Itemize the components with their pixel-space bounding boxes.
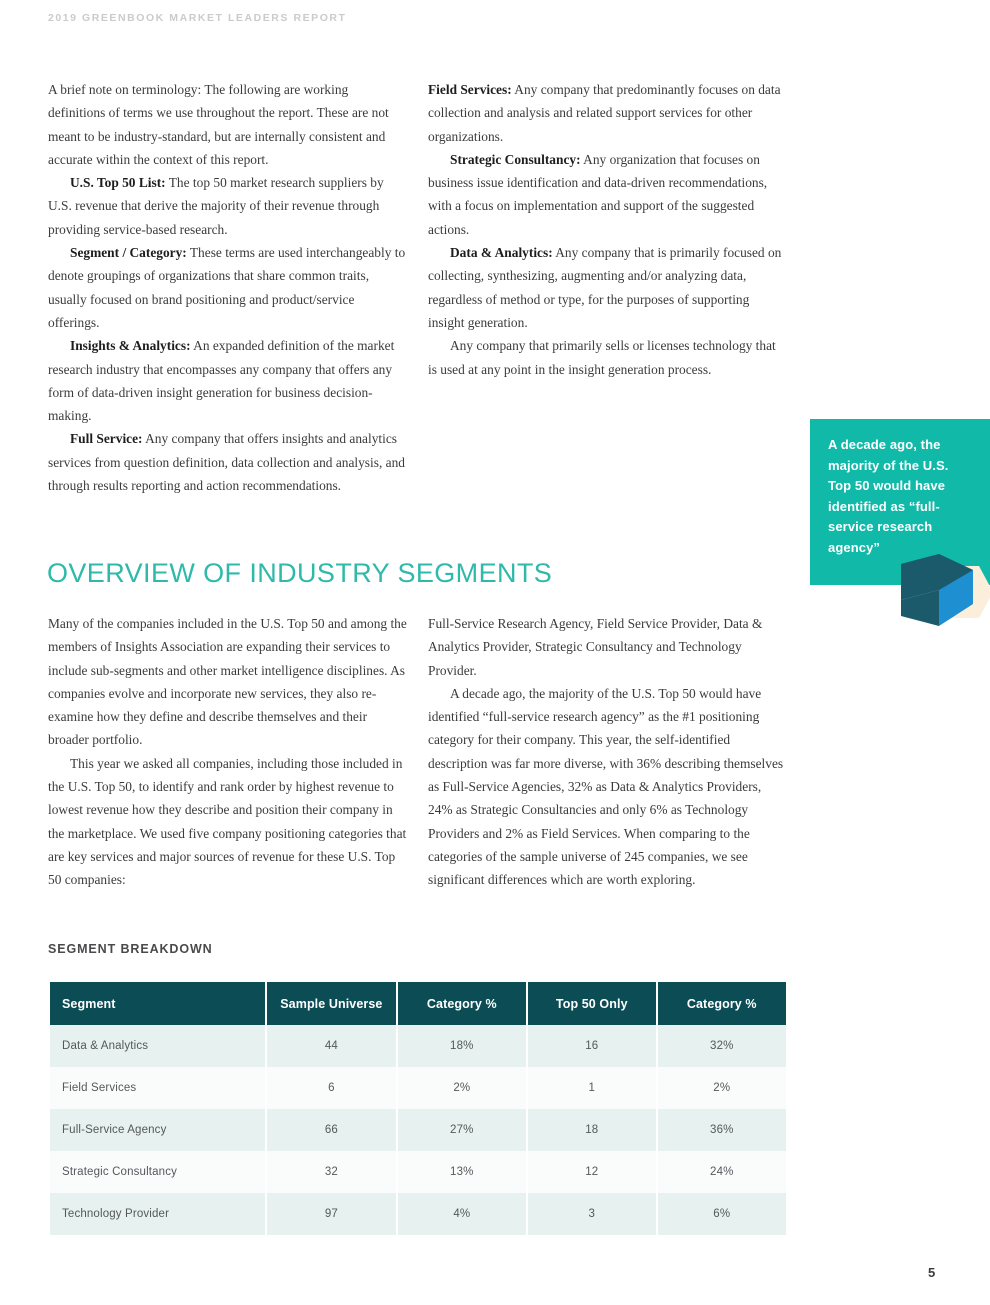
overview-paragraph: Full-Service Research Agency, Field Service Provider, Data & Analytics Provider, Strategic Consultancy and Technology Provider.: [428, 616, 763, 678]
cell-segment: Data & Analytics: [50, 1025, 265, 1067]
term-entry-insights-analytics: [48, 334, 408, 427]
cell-sample-pct: 27%: [398, 1109, 526, 1151]
term-text: An expanded definition of the market research industry that encompasses any company that offers any form of data-driven insight generation for business decision-making.: [48, 338, 395, 424]
cell-segment: Strategic Consultancy: [50, 1151, 265, 1193]
term-text: Any company that offers insights and analytics services from question definition, data collection and analysis, and through results reporting and action recommendations.: [48, 431, 405, 494]
term-entry-strategic-consultancy: [428, 148, 788, 241]
page-number: 5: [928, 1265, 936, 1280]
overview-paragraph: This year we asked all companies, including those included in the U.S. Top 50, to identify and rank order by highest revenue to lowest revenue how they describe and position their company in the marketplace. We used five company positioning categories that are key services and major sources of revenue for these U.S. Top 50 companies:: [48, 755, 407, 888]
cell-sample-pct: 13%: [398, 1151, 526, 1193]
overview-column-left: [48, 612, 408, 892]
overview-paragraph: Many of the companies included in the U.S. Top 50 and among the members of Insights Association are expanding their services to include sub-segments and other market intelligence disciplines. As companies evolve and incorporate new services, they also re-examine how they define and describe themselves and their broader portfolio.: [48, 616, 407, 748]
cell-top50-pct: 6%: [658, 1193, 786, 1235]
cell-top50: 16: [528, 1025, 656, 1067]
cell-top50-pct: 24%: [658, 1151, 786, 1193]
term-entry-full-service: [48, 427, 408, 497]
column-header-category-pct-sample: Category %: [398, 982, 526, 1025]
cell-segment: Field Services: [50, 1067, 265, 1109]
term-text: Any company that is primarily focused on collecting, synthesizing, augmenting and/or analyzing data, regardless of method or type, for the purposes of supporting insight generation.: [428, 245, 782, 330]
column-header-segment: Segment: [50, 982, 265, 1025]
overview-column-right: [428, 612, 788, 892]
cube-logo-icon: [893, 552, 990, 634]
term-text: Any company that predominantly focuses on data collection and analysis and related support services for other organizations.: [428, 82, 781, 144]
table-row: [50, 1193, 786, 1235]
cell-top50: 3: [528, 1193, 656, 1235]
term-entry-us-top-50-list: [48, 171, 408, 241]
cell-sample-universe: 6: [267, 1067, 395, 1109]
table-row: [50, 1151, 786, 1193]
term-text: The top 50 market research suppliers by U.S. revenue that derive the majority of their revenue through providing service-based research.: [48, 175, 384, 237]
cell-top50: 12: [528, 1151, 656, 1193]
term-label: Segment / Category:: [70, 245, 187, 261]
cell-top50: 1: [528, 1067, 656, 1109]
cell-sample-universe: 32: [267, 1151, 395, 1193]
cell-sample-pct: 2%: [398, 1067, 526, 1109]
cell-sample-pct: 18%: [398, 1025, 526, 1067]
term-label: Data & Analytics:: [450, 245, 553, 261]
overview-paragraph: A decade ago, the majority of the U.S. Top 50 would have identified “full-service research agency” as the #1 positioning category for their company. This year, the self-identified description was far more diverse, with 36% describing themselves as Full-Service Agencies, 32% as Data & Analytics Providers, 24% as Strategic Consultancies and only 6% as Technology Providers and 2% as Field Services. When comparing to the categories of the sample universe of 245 companies, we see significant differences which are worth exploring.: [428, 685, 784, 888]
cell-sample-pct: 4%: [398, 1193, 526, 1235]
term-label: U.S. Top 50 List:: [70, 175, 166, 191]
terminology-intro-paragraph: A brief note on terminology: The following are working definitions of terms we use throughout the report. These are not meant to be industry-standard, but are internally consistent and accurate within the context of this report.: [48, 82, 389, 167]
table-row: [50, 1025, 786, 1067]
term-label: Field Services:: [428, 82, 512, 97]
terminology-column-left: [48, 78, 408, 497]
term-entry-field-services: [428, 78, 788, 148]
cell-top50-pct: 32%: [658, 1025, 786, 1067]
cell-top50-pct: 36%: [658, 1109, 786, 1151]
cell-top50: 18: [528, 1109, 656, 1151]
callout-text: A decade ago, the majority of the U.S. Top 50 would have identified as “full-service research agency”: [828, 437, 949, 555]
term-label: Full Service:: [70, 431, 143, 447]
cell-segment: Full-Service Agency: [50, 1109, 265, 1151]
segment-breakdown-table: [48, 982, 788, 1235]
terminology-column-right: [428, 78, 788, 381]
table-row: [50, 1067, 786, 1109]
column-header-category-pct-top50: Category %: [658, 982, 786, 1025]
term-entry-technology: Any company that primarily sells or licenses technology that is used at any point in the insight generation process.: [428, 338, 776, 377]
term-text: These terms are used interchangeably to denote groupings of organizations that share common traits, usually focused on brand positioning and product/service offerings.: [48, 245, 406, 330]
cell-sample-universe: 97: [267, 1193, 395, 1235]
running-header: 2019 GREENBOOK MARKET LEADERS REPORT: [48, 12, 347, 24]
term-label: Strategic Consultancy:: [450, 151, 581, 167]
cell-sample-universe: 44: [267, 1025, 395, 1067]
column-header-top-50-only: Top 50 Only: [528, 982, 656, 1025]
table-header: [50, 982, 786, 1025]
page-title: OVERVIEW OF INDUSTRY SEGMENTS: [47, 558, 553, 588]
table-caption: SEGMENT BREAKDOWN: [48, 942, 213, 956]
term-label: Insights & Analytics:: [70, 338, 191, 354]
cell-segment: Technology Provider: [50, 1193, 265, 1235]
term-entry-data-analytics: [428, 241, 788, 334]
table-header-row: [50, 982, 786, 1025]
column-header-sample-universe: Sample Universe: [267, 982, 395, 1025]
term-entry-segment-category: [48, 241, 408, 334]
term-text: Any organization that focuses on business issue identification and data-driven recommendations, with a focus on implementation and support of the suggested actions.: [428, 151, 768, 237]
table-body: [50, 1025, 786, 1235]
table-row: [50, 1109, 786, 1151]
cell-sample-universe: 66: [267, 1109, 395, 1151]
cell-top50-pct: 2%: [658, 1067, 786, 1109]
